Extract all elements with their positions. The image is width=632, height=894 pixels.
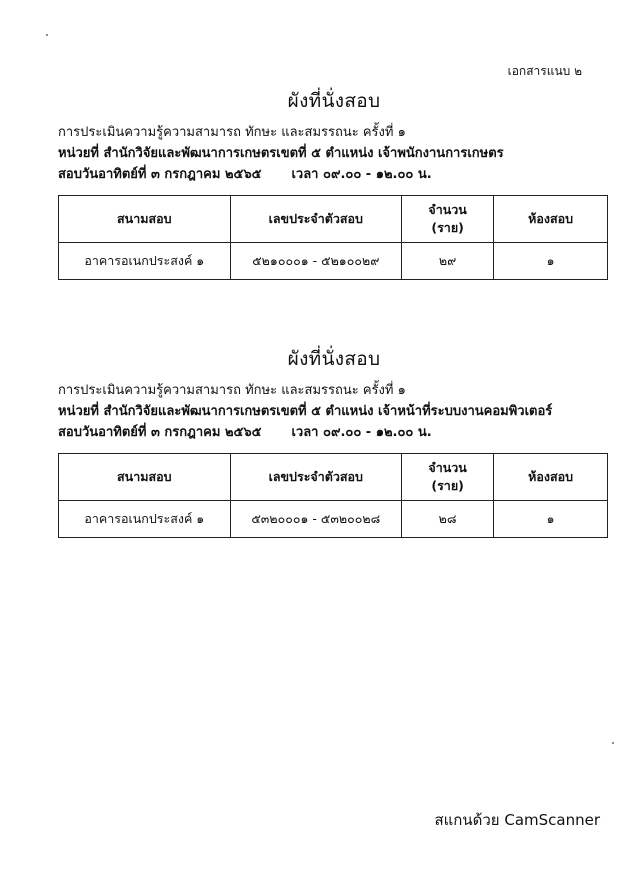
- exam-date: สอบวันอาทิตย์ที่ ๓ กรกฎาคม ๒๕๖๕: [58, 167, 262, 182]
- exam-time: เวลา ๐๙.๐๐ - ๑๒.๐๐ น.: [291, 167, 432, 182]
- seating-section-2: [58, 344, 610, 538]
- cell-venue: อาคารอเนกประสงค์ ๑: [59, 243, 231, 280]
- header-room: ห้องสอบ: [494, 196, 608, 243]
- cell-room: ๑: [494, 243, 608, 280]
- section-title: ผังที่นั่งสอบ: [287, 90, 381, 112]
- seating-table: [58, 195, 608, 280]
- scanner-footer: สแกนด้วย CamScanner: [434, 811, 600, 829]
- cell-count: ๒๙: [402, 243, 494, 280]
- exam-date: สอบวันอาทิตย์ที่ ๓ กรกฎาคม ๒๕๖๕: [58, 425, 262, 440]
- cell-seat-numbers: ๕๓๒๐๐๐๑ - ๕๓๒๐๐๒๘: [230, 501, 401, 538]
- cell-venue: อาคารอเนกประสงค์ ๑: [59, 501, 231, 538]
- seating-table: [58, 453, 608, 538]
- header-venue: สนามสอบ: [59, 454, 231, 501]
- header-seat-numbers: เลขประจำตัวสอบ: [230, 454, 401, 501]
- cell-count: ๒๘: [402, 501, 494, 538]
- table-header-row: [59, 454, 608, 501]
- table-row: [59, 243, 608, 280]
- seating-section-1: [58, 86, 610, 280]
- exam-time: เวลา ๐๙.๐๐ - ๑๒.๐๐ น.: [291, 425, 432, 440]
- header-count: จำนวน (ราย): [402, 454, 494, 501]
- cell-room: ๑: [494, 501, 608, 538]
- unit-position-line: หน่วยที่ สำนักวิจัยและพัฒนาการเกษตรเขตที่ ๕ ตำแหน่ง เจ้าหน้าที่ระบบงานคอมพิวเตอร์: [58, 404, 553, 419]
- header-room: ห้องสอบ: [494, 454, 608, 501]
- assessment-line: การประเมินความรู้ความสามารถ ทักษะ และสมรรถนะ ครั้งที่ ๑: [58, 125, 406, 140]
- exam-date-line: [58, 164, 610, 185]
- header-venue: สนามสอบ: [59, 196, 231, 243]
- table-header-row: [59, 196, 608, 243]
- scan-speck: [46, 34, 48, 36]
- header-seat-numbers: เลขประจำตัวสอบ: [230, 196, 401, 243]
- section-title: ผังที่นั่งสอบ: [287, 348, 381, 370]
- header-count: จำนวน (ราย): [402, 196, 494, 243]
- attachment-label: เอกสารแนบ ๒: [507, 64, 582, 78]
- assessment-line: การประเมินความรู้ความสามารถ ทักษะ และสมรรถนะ ครั้งที่ ๑: [58, 383, 406, 398]
- table-row: [59, 501, 608, 538]
- cell-seat-numbers: ๕๒๑๐๐๐๑ - ๕๒๑๐๐๒๙: [230, 243, 401, 280]
- unit-position-line: หน่วยที่ สำนักวิจัยและพัฒนาการเกษตรเขตที่ ๕ ตำแหน่ง เจ้าพนักงานการเกษตร: [58, 146, 504, 161]
- exam-date-line: [58, 422, 610, 443]
- scan-speck: [612, 742, 614, 744]
